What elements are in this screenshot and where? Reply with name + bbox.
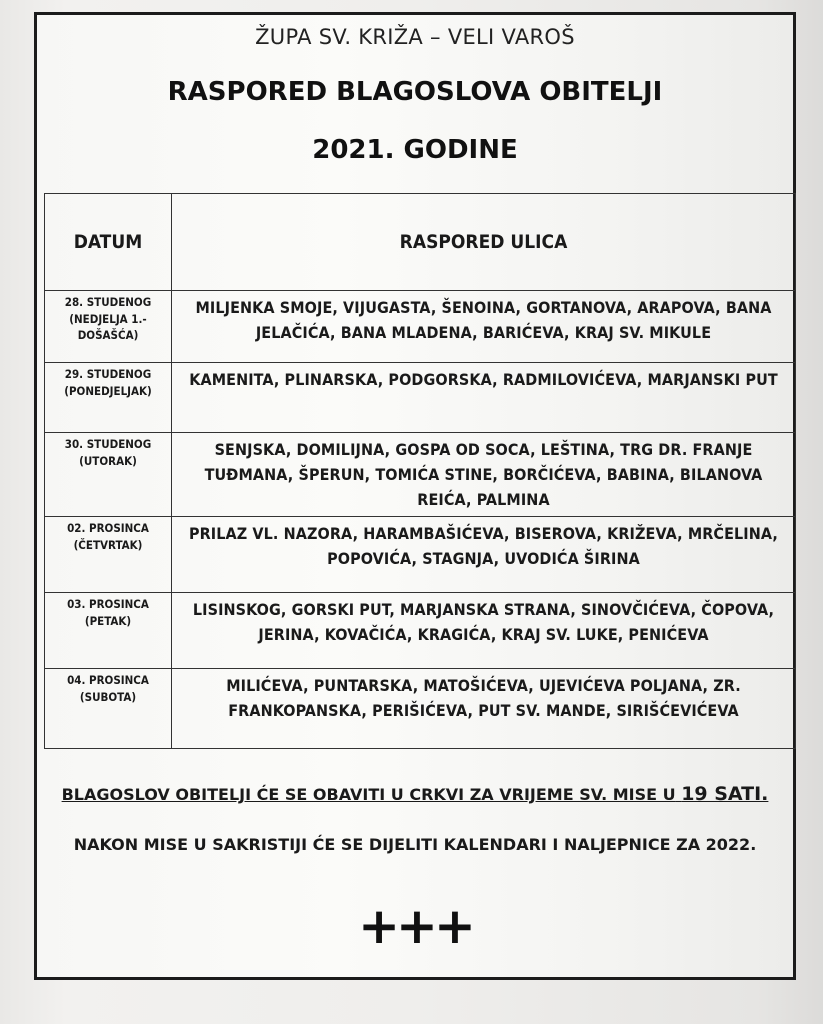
date-label: 28. STUDENOG (64, 295, 152, 309)
day-label: (SUBOTA) (79, 690, 137, 705)
date-label: 02. PROSINCA (67, 521, 149, 536)
streets-cell: LISINSKOG, GORSKI PUT, MARJANSKA STRANA, SINOVČIĆEVA, ČOPOVA, JERINA, KOVAČIĆA, KRAGIĆA, KRAJ SV. LUKE, PENIĆEVA (172, 593, 796, 669)
document-year: 2021. GODINE (312, 135, 518, 165)
date-cell (45, 291, 172, 363)
streets-cell: MILJENKA SMOJE, VIJUGASTA, ŠENOINA, GORTANOVA, ARAPOVA, BANA JELAČIĆA, BANA MLADENA, BARIĆEVA, KRAJ SV. MIKULE (172, 291, 796, 363)
date-cell (45, 669, 172, 749)
table-row (45, 433, 796, 517)
date-cell (45, 593, 172, 669)
date-cell (45, 517, 172, 593)
blessing-note-time: 19 SATI. (681, 783, 769, 805)
streets-cell: MILIĆEVA, PUNTARSKA, MATOŠIĆEVA, UJEVIĆEVA POLJANA, ZR. FRANKOPANSKA, PERIŠIĆEVA, PUT SV. MANDE, SIRIŠĆEVIĆEVA (172, 669, 796, 749)
date-column-header: DATUM (45, 194, 172, 291)
document-title: RASPORED BLAGOSLOVA OBITELJI (167, 77, 663, 107)
blessing-note-text: BLAGOSLOV OBITELJI ĆE SE OBAVITI U CRKVI ZA VRIJEME SV. MISE U (61, 785, 676, 804)
day-label: (UTORAK) (79, 453, 137, 468)
day-label: (PONEDJELJAK) (64, 383, 152, 398)
date-label: 29. STUDENOG (64, 367, 152, 381)
table-row (45, 517, 796, 593)
streets-column-header: RASPORED ULICA (172, 194, 796, 291)
parish-name: ŽUPA SV. KRIŽA – VELI VAROŠ (255, 25, 575, 49)
notice-sheet (34, 12, 796, 980)
streets-cell: KAMENITA, PLINARSKA, PODGORSKA, RADMILOVIĆEVA, MARJANSKI PUT (172, 363, 796, 433)
after-mass-note: NAKON MISE U SAKRISTIJI ĆE SE DIJELITI KALENDARI I NALJEPNICE ZA 2022. (73, 835, 757, 854)
table-header-row (45, 194, 796, 291)
streets-cell: SENJSKA, DOMILIJNA, GOSPA OD SOCA, LEŠTINA, TRG DR. FRANJE TUĐMANA, ŠPERUN, TOMIĆA STINE, BORČIĆEVA, BABINA, BILANOVA REIĆA, PALMINA (172, 433, 796, 517)
date-cell (45, 433, 172, 517)
blessing-note (47, 783, 783, 805)
date-label: 03. PROSINCA (67, 597, 149, 612)
schedule-table (44, 193, 796, 749)
table-row (45, 363, 796, 433)
day-label: (PETAK) (84, 614, 132, 629)
date-label: 04. PROSINCA (67, 673, 149, 688)
date-label: 30. STUDENOG (64, 437, 152, 451)
day-label: (ČETVRTAK) (73, 538, 143, 553)
table-row (45, 291, 796, 363)
crosses-symbol: +++ (358, 897, 472, 955)
table-row (45, 593, 796, 669)
table-row (45, 669, 796, 749)
day-label: (NEDJELJA 1.-DOŠAŠĆA) (69, 311, 147, 343)
streets-cell: PRILAZ VL. NAZORA, HARAMBAŠIĆEVA, BISEROVA, KRIŽEVA, MRČELINA, POPOVIĆA, STAGNJA, UVODIĆA ŠIRINA (172, 517, 796, 593)
date-cell (45, 363, 172, 433)
